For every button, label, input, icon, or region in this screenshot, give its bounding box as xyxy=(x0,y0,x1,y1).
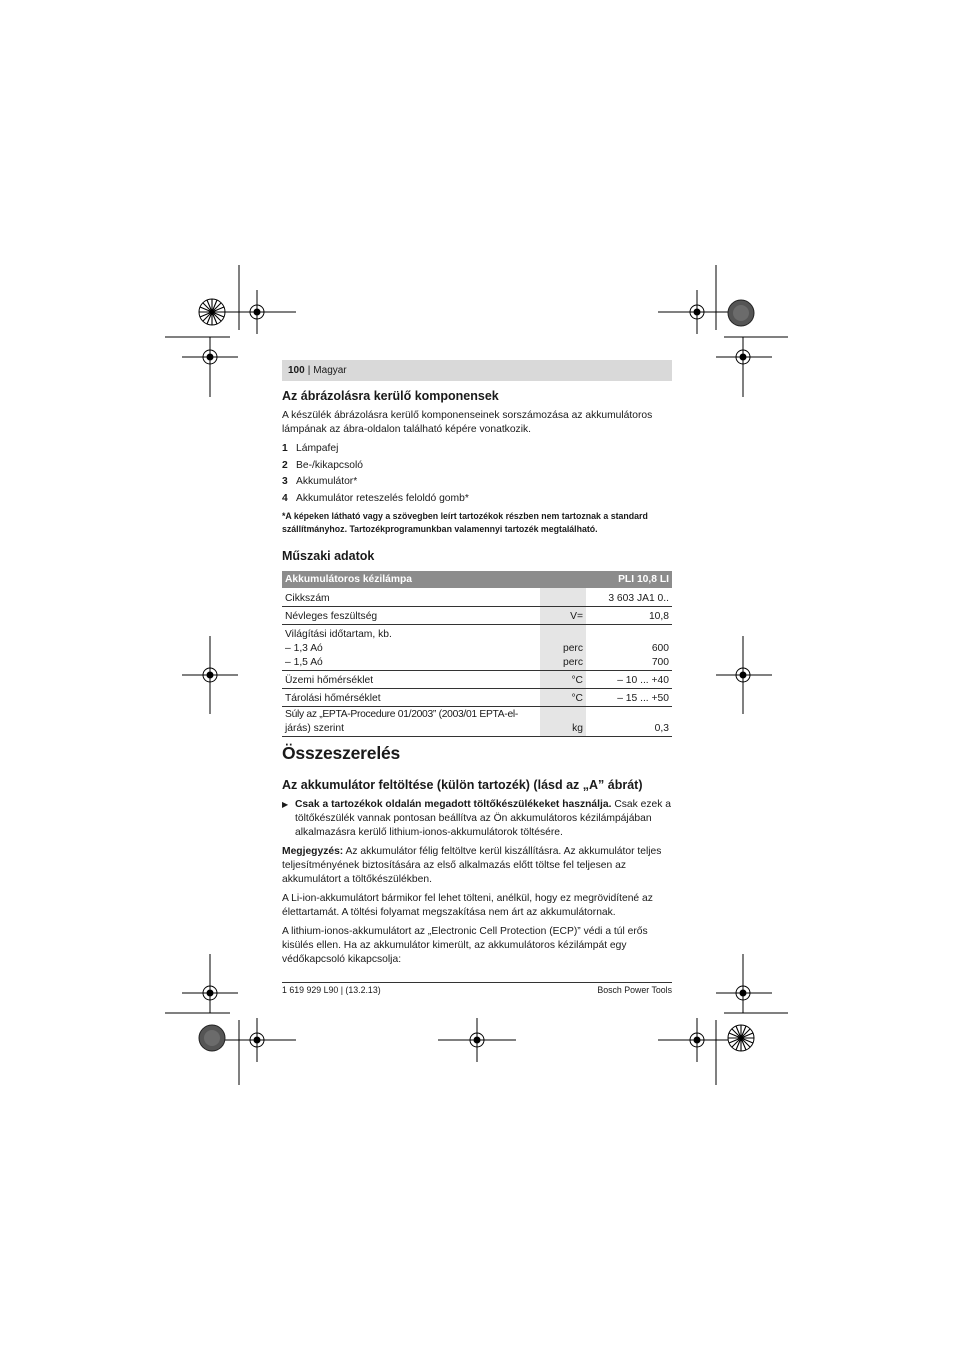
page-number: 100 xyxy=(288,364,305,376)
bullet-arrow-icon: ▶ xyxy=(282,800,289,810)
table-row: járás) szerint kg 0,3 xyxy=(282,722,672,737)
density-circle-bottom-left xyxy=(199,1025,225,1051)
note-paragraph xyxy=(282,845,672,887)
page-footer xyxy=(282,982,672,995)
table-row: Világítási időtartam, kb. xyxy=(282,624,672,642)
footer-doc-number: 1 619 929 L90 | (13.2.13) xyxy=(282,985,381,995)
header-separator: | xyxy=(307,364,311,376)
li-ion-paragraph: A Li-ion-akkumulátort bármikor fel lehet tölteni, anélkül, hogy ez megrövidítené az élettartamát. A töltési folyamat megszakítása nem árt az akkumulátornak. xyxy=(282,893,653,919)
components-list xyxy=(282,441,672,507)
starburst-top-left xyxy=(199,299,225,325)
table-row: Súly az „EPTA-Procedure 01/2003” (2003/01 EPTA-el- xyxy=(282,707,672,722)
density-circle-top-right xyxy=(728,300,754,326)
bullet-text: Csak ezek a töltőkészülék vannak pontosan beállítva az Ön akkumulátoros kézilámpájában alkalmazásra kerülő lithium-ionos-akkumulátorok töltésére. xyxy=(295,799,671,839)
specs-table xyxy=(282,571,672,737)
components-intro: A készülék ábrázolásra kerülő komponenseinek sorszámozása az akkumulátoros lámpának az ábra-oldalon található képére vonatkozik. xyxy=(282,410,653,435)
charger-bullet xyxy=(282,798,672,840)
list-item: 4 Akkumulátor reteszelés feloldó gomb* xyxy=(282,493,469,505)
page-header xyxy=(282,360,672,381)
registration-mark-bottom-right-2 xyxy=(716,954,772,1013)
table-row: – 1,5 Aó perc 700 xyxy=(282,656,672,671)
table-row: Tárolási hőmérséklet °C – 15 ... +50 xyxy=(282,689,672,707)
page-content xyxy=(282,360,672,967)
registration-mark-top-left-2 xyxy=(182,337,238,397)
ecp-paragraph: A lithium-ionos-akkumulátort az „Electronic Cell Protection (ECP)” védi a túl erős kisülés ellen. Ha az akkumulátor kimerült, az akkumulátoros kézilámpát egy védőkapcsoló kikapcsolja: xyxy=(282,926,648,966)
list-item: 3 Akkumulátor* xyxy=(282,476,358,488)
charging-subheading: Az akkumulátor feltöltése (külön tartozék) (lásd az „A” ábrát) xyxy=(282,778,643,793)
registration-mark-bottom-left-1 xyxy=(182,954,238,1013)
registration-mark-top-right-2 xyxy=(716,337,772,397)
header-language: Magyar xyxy=(313,364,347,376)
note-label: Megjegyzés: xyxy=(282,846,344,858)
list-item: 1 Lámpafej xyxy=(282,443,339,455)
table-row: Névleges feszültség V= 10,8 xyxy=(282,606,672,624)
components-heading: Az ábrázolásra kerülő komponensek xyxy=(282,389,499,403)
table-header-row: Akkumulátoros kézilámpa PLI 10,8 LI xyxy=(282,571,672,588)
starburst-bottom-right xyxy=(728,1025,754,1051)
assembly-heading: Összeszerelés xyxy=(282,743,401,764)
table-row: – 1,3 Aó perc 600 xyxy=(285,643,669,655)
table-row: Cikkszám 3 603 JA1 0.. xyxy=(282,588,672,606)
bullet-bold-text: Csak a tartozékok oldalán megadott töltőkészülékeket használja. xyxy=(295,799,612,811)
note-text: Az akkumulátor félig feltöltve kerül kiszállításra. Az akkumulátor teljes teljesítményének biztosítására az első alkalmazás előtt töltse fel teljesen az akkumulátort a töltőkészülékben. xyxy=(282,846,662,886)
list-item: 2 Be-/kikapcsoló xyxy=(282,459,363,471)
footer-brand: Bosch Power Tools xyxy=(597,985,672,995)
accessories-footnote: *A képeken látható vagy a szövegben leírt tartozékok részben nem tartoznak a standard szállítmányhoz. Tartozékprogramunkban valamennyi tartozék megtalálható. xyxy=(282,511,648,534)
table-row: Üzemi hőmérséklet °C – 10 ... +40 xyxy=(282,671,672,689)
technical-heading: Műszaki adatok xyxy=(282,549,375,564)
